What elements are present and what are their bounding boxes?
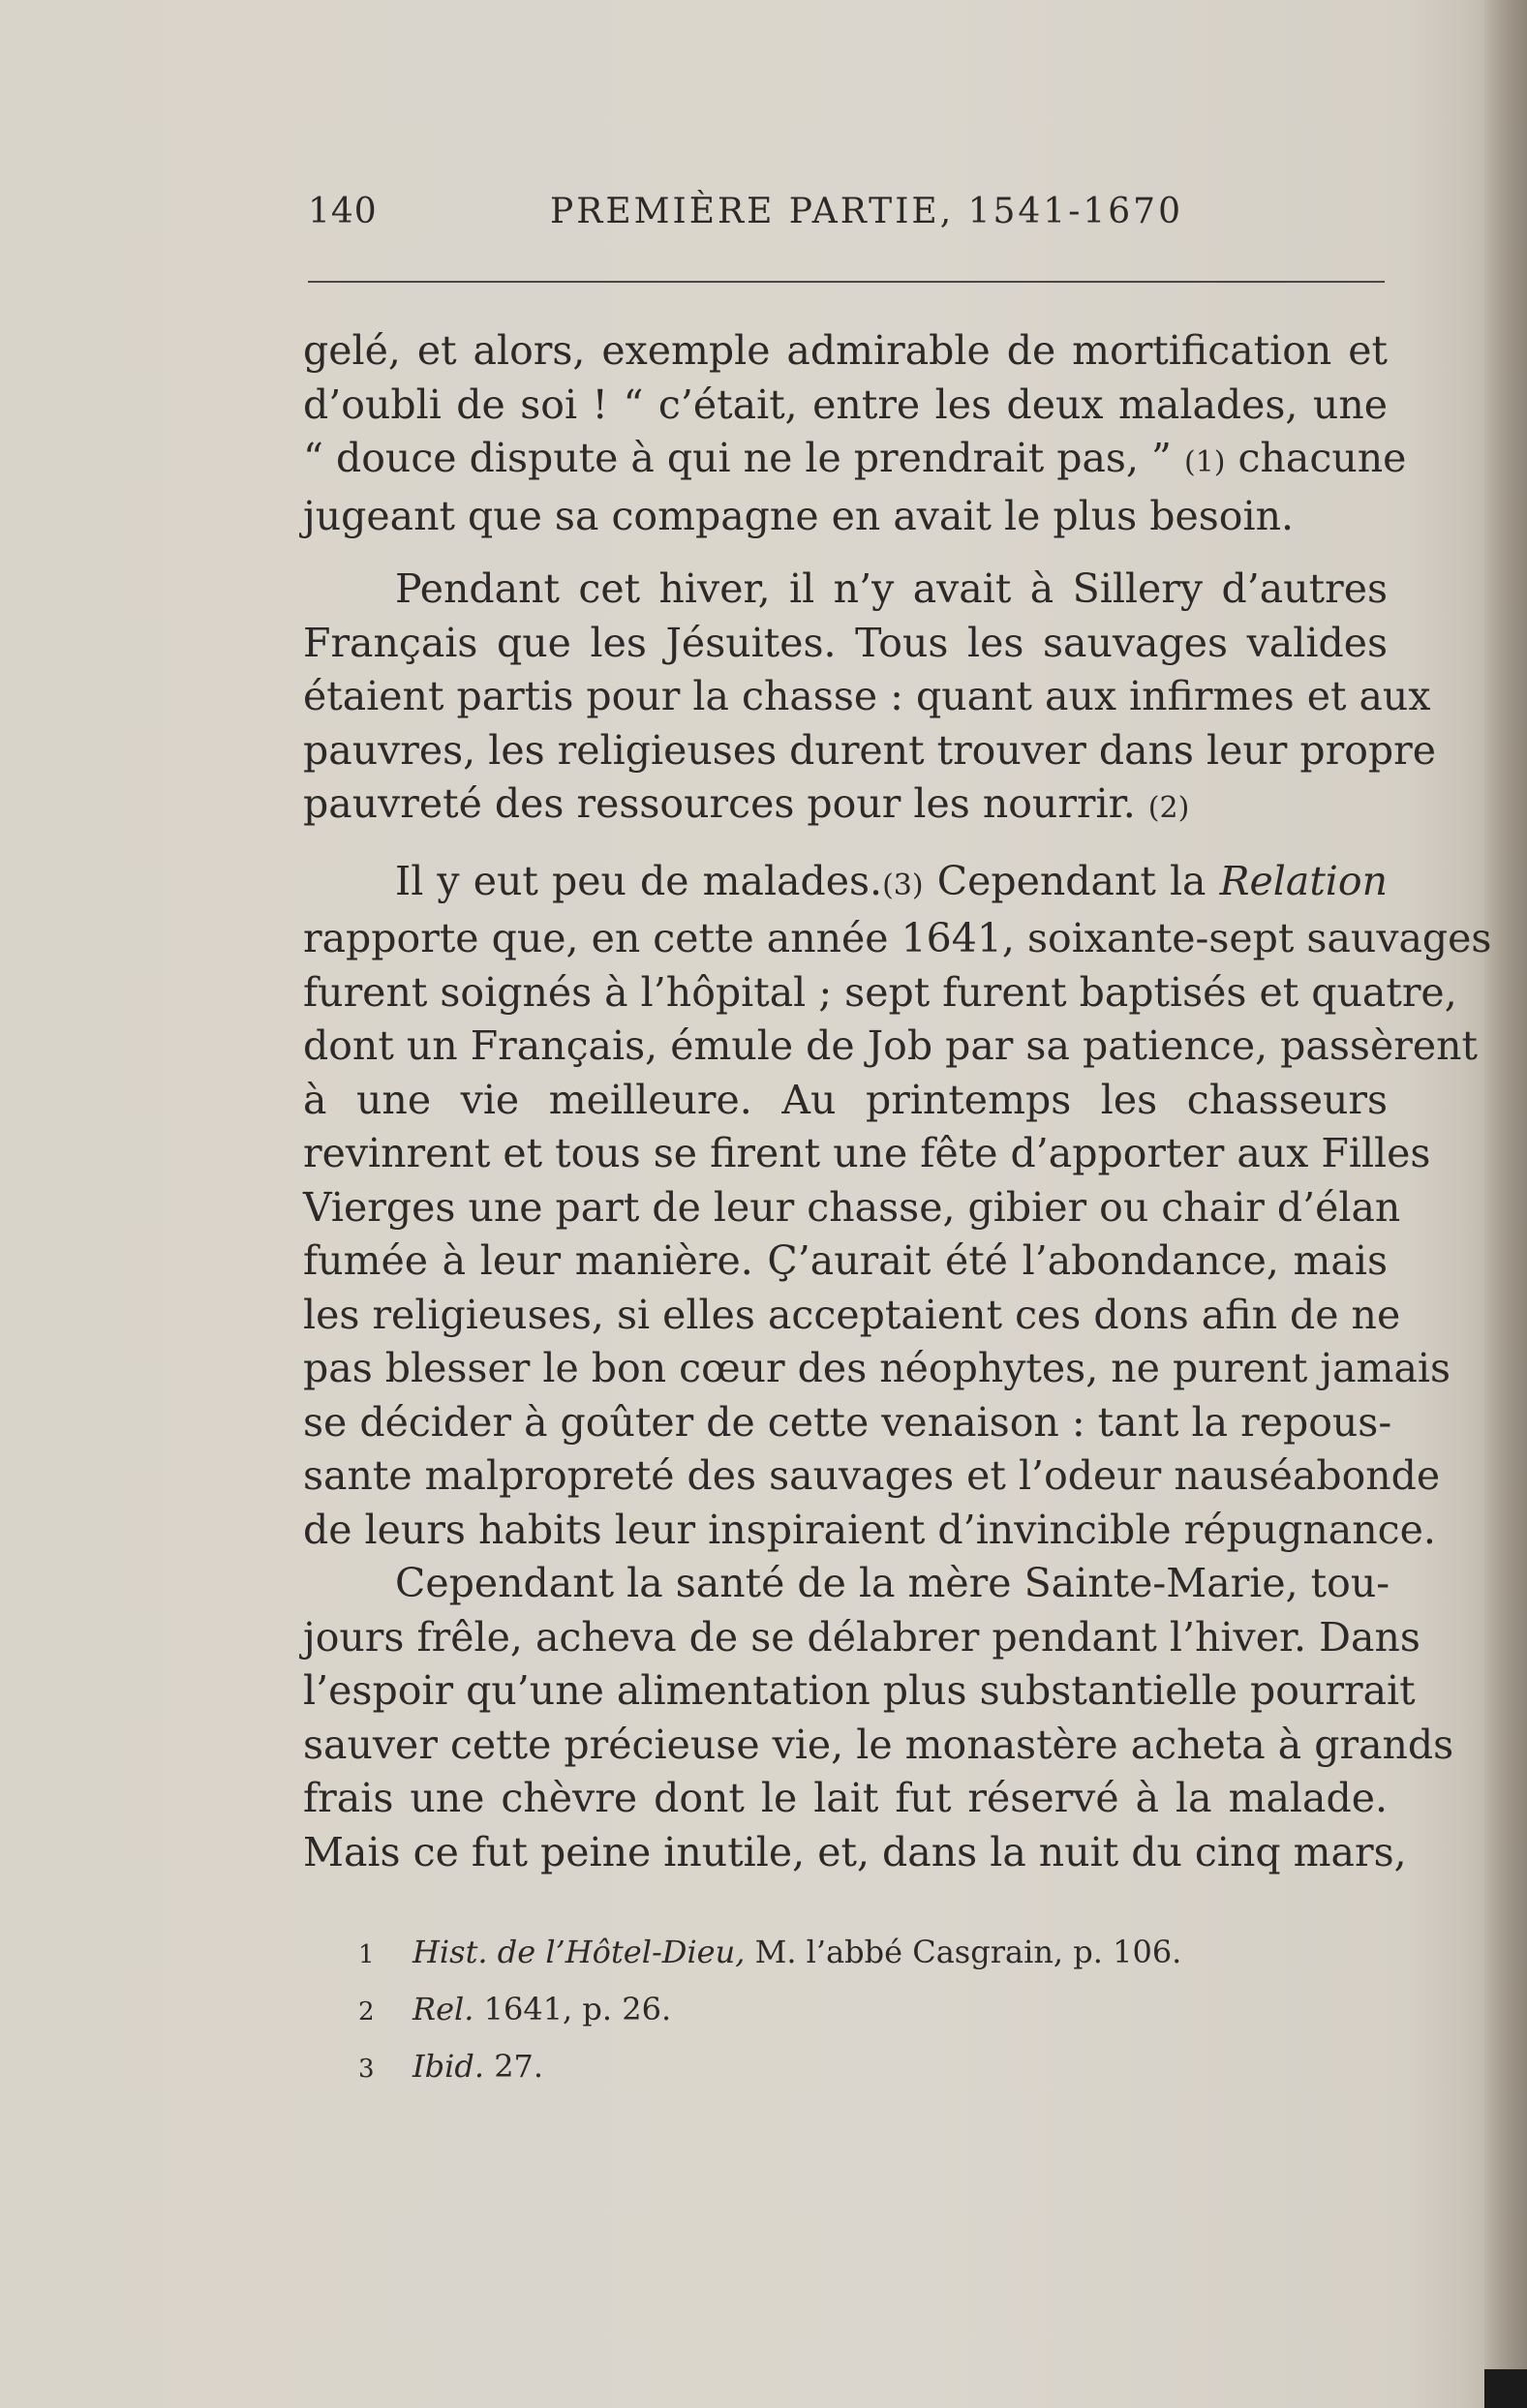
text-line <box>303 324 1388 379</box>
text-run: Pendant cet hiver, il n’y avait à Sillery d’autres <box>395 565 1388 612</box>
footnote-ref: (1) <box>1184 445 1226 479</box>
text-line <box>303 379 1388 433</box>
footnote-source: Ibid. <box>412 2048 485 2085</box>
footnote-source: Rel. <box>412 1991 474 2027</box>
text-line <box>303 1449 1441 1504</box>
text-line <box>303 1772 1388 1826</box>
footnote-number: 3 <box>358 2055 375 2084</box>
text-run: Vierges une part de leur chasse, gibier ou chair d’élan <box>303 1183 1401 1231</box>
text-run: “ douce dispute à qui ne le prendrait pas, ” <box>303 435 1185 481</box>
text-run: de leurs habits leur inspiraient d’invincible répugnance. <box>303 1506 1436 1553</box>
footnote <box>358 2039 1230 2096</box>
footnote-number: 1 <box>358 1940 375 1969</box>
text-run: d’oubli de soi ! “ c’était, entre les deux malades, une <box>303 381 1388 428</box>
text-line <box>303 855 1388 913</box>
text-run: furent soignés à l’hôpital ; sept furent baptisés et quatre, <box>303 968 1457 1016</box>
paragraph-gap <box>303 836 1388 855</box>
footnote-number: 2 <box>358 1997 375 2027</box>
text-line <box>303 1611 1420 1665</box>
text-run: pas blesser le bon cœur des néophytes, ne purent jamais <box>303 1345 1451 1391</box>
footnote-text: 1641, p. 26. <box>473 1991 672 2027</box>
footnote-source: Hist. de l’Hôtel-Dieu, <box>412 1934 746 1970</box>
text-run: sante malpropreté des sauvages et l’odeur nauséabonde <box>303 1452 1441 1499</box>
text-line <box>303 1181 1401 1235</box>
body-text <box>303 324 1492 1879</box>
text-run: frais une chèvre dont le lait fut réservé à la malade. <box>303 1775 1388 1821</box>
text-line <box>303 1826 1407 1880</box>
text-line <box>303 1020 1478 1074</box>
text-run: Cependant la santé de la mère Sainte-Marie, tou- <box>395 1560 1390 1606</box>
text-run: se décider à goûter de cette venaison : tant la repous- <box>303 1398 1392 1446</box>
text-run: à une vie meilleure. Au printemps les chasseurs <box>303 1076 1388 1123</box>
footnote <box>358 1982 1230 2039</box>
text-line <box>303 777 1388 836</box>
text-line <box>303 912 1492 966</box>
text-line <box>303 1342 1451 1396</box>
text-run: rapporte que, en cette année 1641, soixante-sept sauvages <box>303 915 1492 961</box>
page-number: 140 <box>308 192 378 231</box>
text-line <box>303 1396 1392 1450</box>
text-line <box>303 670 1431 724</box>
text-run: Mais ce fut peine inutile, et, dans la nuit du cinq mars, <box>303 1828 1407 1875</box>
page-edge-shadow <box>1484 0 1527 2408</box>
text-line <box>303 1074 1388 1128</box>
text-line <box>303 1719 1454 1773</box>
text-line <box>303 724 1437 778</box>
text-line <box>303 1234 1388 1289</box>
text-line <box>303 1289 1401 1343</box>
running-title: PREMIÈRE PARTIE, 1541-1670 <box>550 192 1183 231</box>
text-run: fumée à leur manière. Ç’aurait été l’abondance, mais <box>303 1237 1388 1284</box>
text-run: revinrent et tous se firent une fête d’apporter aux Filles <box>303 1130 1431 1176</box>
footnote-ref: (2) <box>1147 791 1190 825</box>
text-run: gelé, et alors, exemple admirable de mortification et <box>303 327 1388 374</box>
text-run: l’espoir qu’une alimentation plus substantielle pourrait <box>303 1667 1416 1714</box>
text-run: Français que les Jésuites. Tous les sauvages valides <box>303 619 1388 666</box>
text-line <box>303 1664 1416 1719</box>
text-run: Cependant la <box>923 857 1220 904</box>
text-line <box>303 1504 1436 1558</box>
text-run: pauvreté des ressources pour les nourrir. <box>303 780 1148 827</box>
text-run: jours frêle, acheva de se délabrer pendant l’hiver. Dans <box>303 1613 1420 1661</box>
footnotes <box>358 1925 1230 2096</box>
footnote-ref: (3) <box>882 868 924 902</box>
text-run: dont un Français, émule de Job par sa patience, passèrent <box>303 1022 1478 1069</box>
text-run: les religieuses, si elles acceptaient ces dons afin de ne <box>303 1291 1401 1338</box>
text-line <box>303 1127 1431 1181</box>
text-line <box>303 617 1388 671</box>
text-run: chacune <box>1225 435 1407 481</box>
page-header <box>308 192 1383 246</box>
text-line <box>303 563 1388 617</box>
text-line <box>303 966 1457 1021</box>
text-run: sauver cette précieuse vie, le monastère acheta à grands <box>303 1721 1454 1768</box>
footnote <box>358 1925 1230 1982</box>
text-run: Il y eut peu de malades. <box>395 857 883 904</box>
text-line <box>303 1557 1388 1611</box>
text-run: pauvres, les religieuses durent trouver dans leur propre <box>303 726 1437 774</box>
italic-run: Relation <box>1219 857 1388 904</box>
text-run: étaient partis pour la chasse : quant aux infirmes et aux <box>303 673 1431 719</box>
text-run: jugeant que sa compagne en avait le plus besoin. <box>303 492 1295 539</box>
scan-corner <box>1484 2369 1527 2408</box>
paragraph-gap <box>303 543 1388 563</box>
text-line <box>303 432 1407 490</box>
header-rule <box>308 281 1385 283</box>
text-line <box>303 490 1388 544</box>
footnote-text: 27. <box>484 2048 544 2085</box>
footnote-text: M. l’abbé Casgrain, p. 106. <box>745 1934 1182 1970</box>
